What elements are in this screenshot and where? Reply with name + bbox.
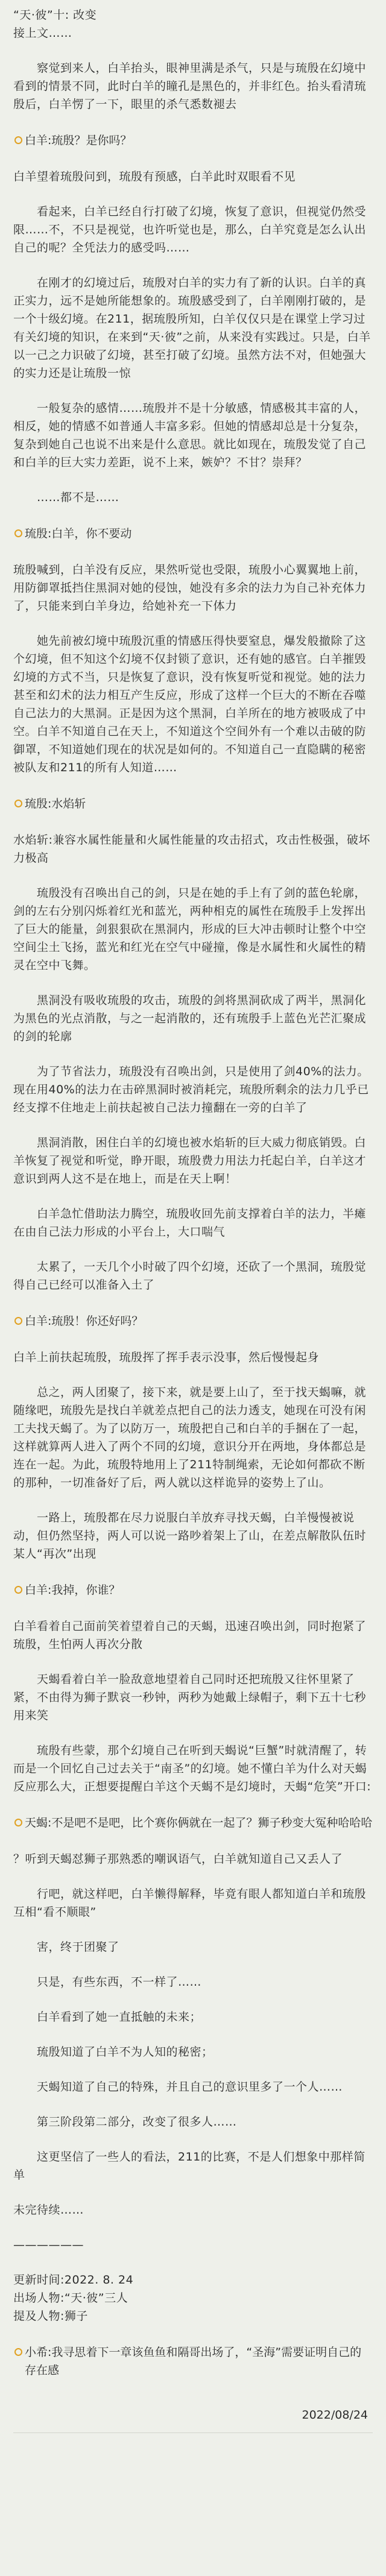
paragraph-spacer <box>13 1117 373 1134</box>
paragraph: 一般复杂的感情……琉殷并不是十分敏感，情感极其丰富的人，相反，她的情感不如普通人丰富多彩。但她的情感却总是十分复杂，复杂到她自己也说不出来是什么意思。就比如现在，琉殷发觉了自己和白羊的巨大实力差距，说不上来，嫉妒？不甘？崇拜？ <box>13 402 367 469</box>
paragraph: 在刚才的幻境过后，琉殷对白羊的实力有了新的认识。白羊的真正实力，远不是她所能想象的。琉殷感受到了，白羊刚刚打破的，是一个十级幻境。在211，据琉殷所知，白羊仅仅只是在课堂上学习过有关幻境的知识，在来到“天·彼”之前，从来没有实践过。只是，白羊以一己之力识破了幻境，甚至打破了幻境。虽然方法不对，但她强大的实力还是让琉殷一惊 <box>13 276 371 380</box>
speaker-ring-icon <box>14 2348 22 2356</box>
paragraph: 她先前被幻境中琉殷沉重的情感压得快要窒息，爆发般撤除了这个幻境，但不知这个幻境不仅封锁了意识，还有她的感官。白羊摧毁幻境的方式不当，只是恢复了意识，没有恢复听觉和视觉。她的法力甚至和幻术的法力相互产生反应，形成了这样一个巨大的不断在吞噬自己法力的大黑洞。正是因为这个黑洞，白羊所在的地方被吸成了中空。白羊不知道自己在天上，不知道这个空间外有一个难以击破的防御罩，不知道她们现在的状况是如何的。不知道自己一直隐瞒的秘密被队友和211的所有人知道…… <box>13 634 367 774</box>
article-body <box>13 24 373 2398</box>
paragraph-spacer <box>13 1331 373 1348</box>
paragraph-spacer <box>13 507 373 523</box>
paragraph: 白羊看到了她一直抵触的未来； <box>13 2010 202 2024</box>
paragraph: 白羊急忙借助法力腾空，琉殷收回先前支撑着白羊的法力，半瘫在由自己法力形成的小平台上，大口喘气 <box>13 1207 367 1239</box>
paragraph: 这更坚信了一些人的看法，211的比赛，不是人们想象中那样简单 <box>13 2150 365 2182</box>
paragraph: 太累了，一天几个小时破了四个幻境，还砍了一个黑洞，琉殷觉得自己已经可以准备入土了 <box>13 1260 367 1292</box>
paragraph: 白羊看着自己面前笑着望着自己的天蝎，迅速召唤出剑，同时抱紧了琉殷，生怕两人再次分散 <box>13 1620 367 1651</box>
dialogue-text: 白羊:琉殷？是你吗？ <box>25 134 132 147</box>
paragraph-spacer <box>13 2254 373 2271</box>
paragraph-spacer <box>13 2131 373 2148</box>
paragraph: 黑洞消散，困住白羊的幻境也被水焰斩的巨大威力彻底销毁。白羊恢复了视觉和听觉，睁开眼，琉殷费力用法力托起白羊，白羊这才意识到两人这不是在地上，而是在天上啊！ <box>13 1136 367 1185</box>
paragraph-spacer <box>13 1725 373 1741</box>
paragraph: 一路上，琉殷都在尽力说服白羊放弃寻找天蝎，白羊慢慢被说动，但仍然坚持，两人可以说一路吵着架上了山，在差点解散队伍时某人“再次”出现 <box>13 1511 367 1561</box>
paragraph-spacer <box>13 1563 373 1580</box>
paragraph-spacer <box>13 867 373 884</box>
paragraph-spacer <box>13 382 373 399</box>
paragraph: 更新时间:2022. 8. 24 出场人物:“天·彼”三人 提及人物:狮子 <box>13 2273 134 2323</box>
paragraph-spacer <box>13 1366 373 1383</box>
paragraph: 白羊上前扶起琉殷，琉殷挥了挥手表示没事，然后慢慢起身 <box>13 1351 320 1364</box>
paragraph: 琉殷知道了白羊不为人知的秘密； <box>13 2045 214 2059</box>
paragraph-spacer <box>13 1956 373 1973</box>
paragraph: 总之，两人团聚了，接下来，就是要上山了，至于找天蝎嘛，就随缘吧，琉殷先是找白羊就差点把自己的法力透支，她现在可没有闲工夫找天蝎了。为了以防万一，琉殷把自己和白羊的手捆在了一起，这样就算两人进入了两个不同的幻境，意识分开在两地，身体都总是连在一起。为此，琉殷特地用上了211特制绳索，无论如何都砍不断的那种，一切准备好了后，两人就以这样诡异的姿势上了山。 <box>13 1386 367 1489</box>
paragraph-spacer <box>13 2096 373 2113</box>
dialogue-line <box>13 1814 373 1832</box>
paragraph-spacer <box>13 2325 373 2342</box>
paragraph-spacer <box>13 1046 373 1062</box>
publish-date: 2022/08/24 <box>302 2408 368 2422</box>
paragraph-spacer <box>13 1833 373 1850</box>
paragraph-spacer <box>13 1653 373 1670</box>
paragraph-spacer <box>13 186 373 203</box>
speaker-ring-icon <box>14 1317 22 1325</box>
paragraph-spacer <box>13 1188 373 1205</box>
dialogue-text: 小希:我寻思着下一章该鱼鱼和隔哥出场了，“圣海”需要证明自己的存在感 <box>25 2346 362 2377</box>
paragraph: 白羊望着琉殷问到，琉殷有预感，白羊此时双眼看不见 <box>13 170 296 183</box>
dialogue-text: 琉殷:白羊，你不要动 <box>25 527 132 540</box>
paragraph-spacer <box>13 777 373 794</box>
paragraph: 琉殷喊到，白羊没有反应，果然听觉也受限，琉殷小心翼翼地上前，用防御罩抵挡住黑洞对她的侵蚀，她没有多余的法力为自己补充体力了，只能来到白羊身边，给她补充一下体力 <box>13 563 367 613</box>
paragraph-spacer <box>13 42 373 59</box>
paragraph: 水焰斩:兼容水属性能量和火属性能量的攻击招式，攻击性极强，破坏力极高 <box>13 833 370 865</box>
paragraph-spacer <box>13 1921 373 1938</box>
chapter-title: “天·彼”十: 改变 <box>13 8 97 22</box>
paragraph-spacer <box>13 2381 373 2398</box>
dialogue-line <box>13 795 373 813</box>
paragraph-spacer <box>13 1600 373 1617</box>
paragraph: 察觉到来人，白羊抬头，眼神里满是杀气，只是与琉殷在幻境中看到的情景不同，此时白羊的瞳孔是黑色的，并非红色。抬头看清琉殷后，白羊愣了一下，眼里的杀气悉数褪去 <box>13 62 367 111</box>
dialogue-line <box>13 2343 373 2379</box>
paragraph-spacer <box>13 615 373 632</box>
paragraph-spacer <box>13 2061 373 2078</box>
paragraph: 天蝎知道了自己的特殊，并且自己的意识里多了一个人…… <box>13 2080 343 2094</box>
paragraph: —————— <box>13 2238 84 2252</box>
speaker-ring-icon <box>14 1819 22 1826</box>
paragraph-spacer <box>13 472 373 488</box>
paragraph-spacer <box>13 2219 373 2236</box>
paragraph: 接上文…… <box>13 27 72 40</box>
dialogue-line <box>13 131 373 150</box>
dialogue-line <box>13 1312 373 1330</box>
paragraph-spacer <box>13 1868 373 1885</box>
paragraph: 只是，有些东西，不一样了…… <box>13 1975 202 1989</box>
paragraph: 行吧，就这样吧，白羊懒得解释，毕竟有眼人都知道白羊和琉殷互相“看不顺眼” <box>13 1887 367 1919</box>
paragraph: 未完待续…… <box>13 2203 84 2217</box>
paragraph-spacer <box>13 974 373 991</box>
paragraph-spacer <box>13 151 373 168</box>
dialogue-text: 天蝎:不是吧不是吧，比个赛你俩就在一起了？狮子秒变大冤种哈哈哈 <box>25 1816 373 1829</box>
dialogue-text: 白羊:我掉，你谁？ <box>25 1583 121 1597</box>
bottom-divider <box>13 2432 373 2433</box>
paragraph: 黑洞没有吸收琉殷的攻击，琉殷的剑将黑洞砍成了两半，黑洞化为黑色的光点消散，与之一起消散的，还有琉殷手上蓝色光芒汇聚成的剑的轮廓 <box>13 994 367 1043</box>
speaker-ring-icon <box>14 529 22 537</box>
paragraph-spacer <box>13 257 373 274</box>
paragraph-spacer <box>13 1796 373 1813</box>
paragraph-spacer <box>13 1241 373 1258</box>
paragraph-spacer <box>13 2026 373 2043</box>
dialogue-line <box>13 1581 373 1599</box>
paragraph: 害，终于团聚了 <box>13 1940 119 1954</box>
speaker-ring-icon <box>14 136 22 144</box>
paragraph-spacer <box>13 113 373 130</box>
paragraph-spacer <box>13 544 373 561</box>
paragraph: 为了节省法力，琉殷没有召唤出剑，只是使用了剑40%的法力。现在用40%的法力在击碎黑洞时被消耗完，琉殷所剩余的法力几乎已经支撑不住地走上前扶起被自己法力撞翻在一旁的白羊了 <box>13 1065 369 1114</box>
paragraph: 琉殷有些蒙，那个幻境自己在听到天蝎说“巨蟹”时就清醒了，转而是一个回忆自己过去关于“南圣”的幻境。她不懂白羊为什么对天蝎反应那么大，正想要提醒白羊这个天蝎不是幻境时，天蝎“危笑”开口: <box>13 1744 372 1793</box>
paragraph-spacer <box>13 1991 373 2008</box>
speaker-ring-icon <box>14 1586 22 1594</box>
paragraph: 看起来，白羊已经自行打破了幻境，恢复了意识，但视觉仍然受限……不，不只是视觉，也许听觉也是，那么，白羊究竟是怎么认出自己的呢？全凭法力的感受吗…… <box>13 205 367 254</box>
paragraph: 第三阶段第二部分，改变了很多人…… <box>13 2115 237 2129</box>
dialogue-line <box>13 525 373 543</box>
paragraph-spacer <box>13 1294 373 1311</box>
paragraph: ……都不是…… <box>13 491 119 504</box>
speaker-ring-icon <box>14 800 22 807</box>
paragraph: ？听到天蝎怼狮子那熟悉的嘲讽语气，白羊就知道自己又丢人了 <box>13 1852 343 1866</box>
paragraph-spacer <box>13 1492 373 1509</box>
paragraph-spacer <box>13 814 373 831</box>
dialogue-text: 琉殷:水焰斩 <box>25 797 86 810</box>
paragraph-spacer <box>13 2184 373 2201</box>
paragraph: 天蝎看着白羊一脸敌意地望着自己同时还把琉殷又往怀里紧了紧，不由得为狮子默哀一秒钟，两秒为她戴上绿帽子，剩下五十七秒用来笑 <box>13 1673 367 1722</box>
dialogue-text: 白羊:琉殷！你还好吗？ <box>25 1315 144 1328</box>
paragraph: 琉殷没有召唤出自己的剑，只是在她的手上有了剑的蓝色轮廓，剑的左右分别闪烁着红光和蓝光，两种相克的属性在琉殷手上发挥出了巨大的能量，剑狠狠砍在黑洞内，形成的巨大冲击顿时让整个中空空间尘土飞扬，蓝光和红光在空气中碰撞，像是水属性和火属性的精灵在空中飞舞。 <box>13 886 367 972</box>
